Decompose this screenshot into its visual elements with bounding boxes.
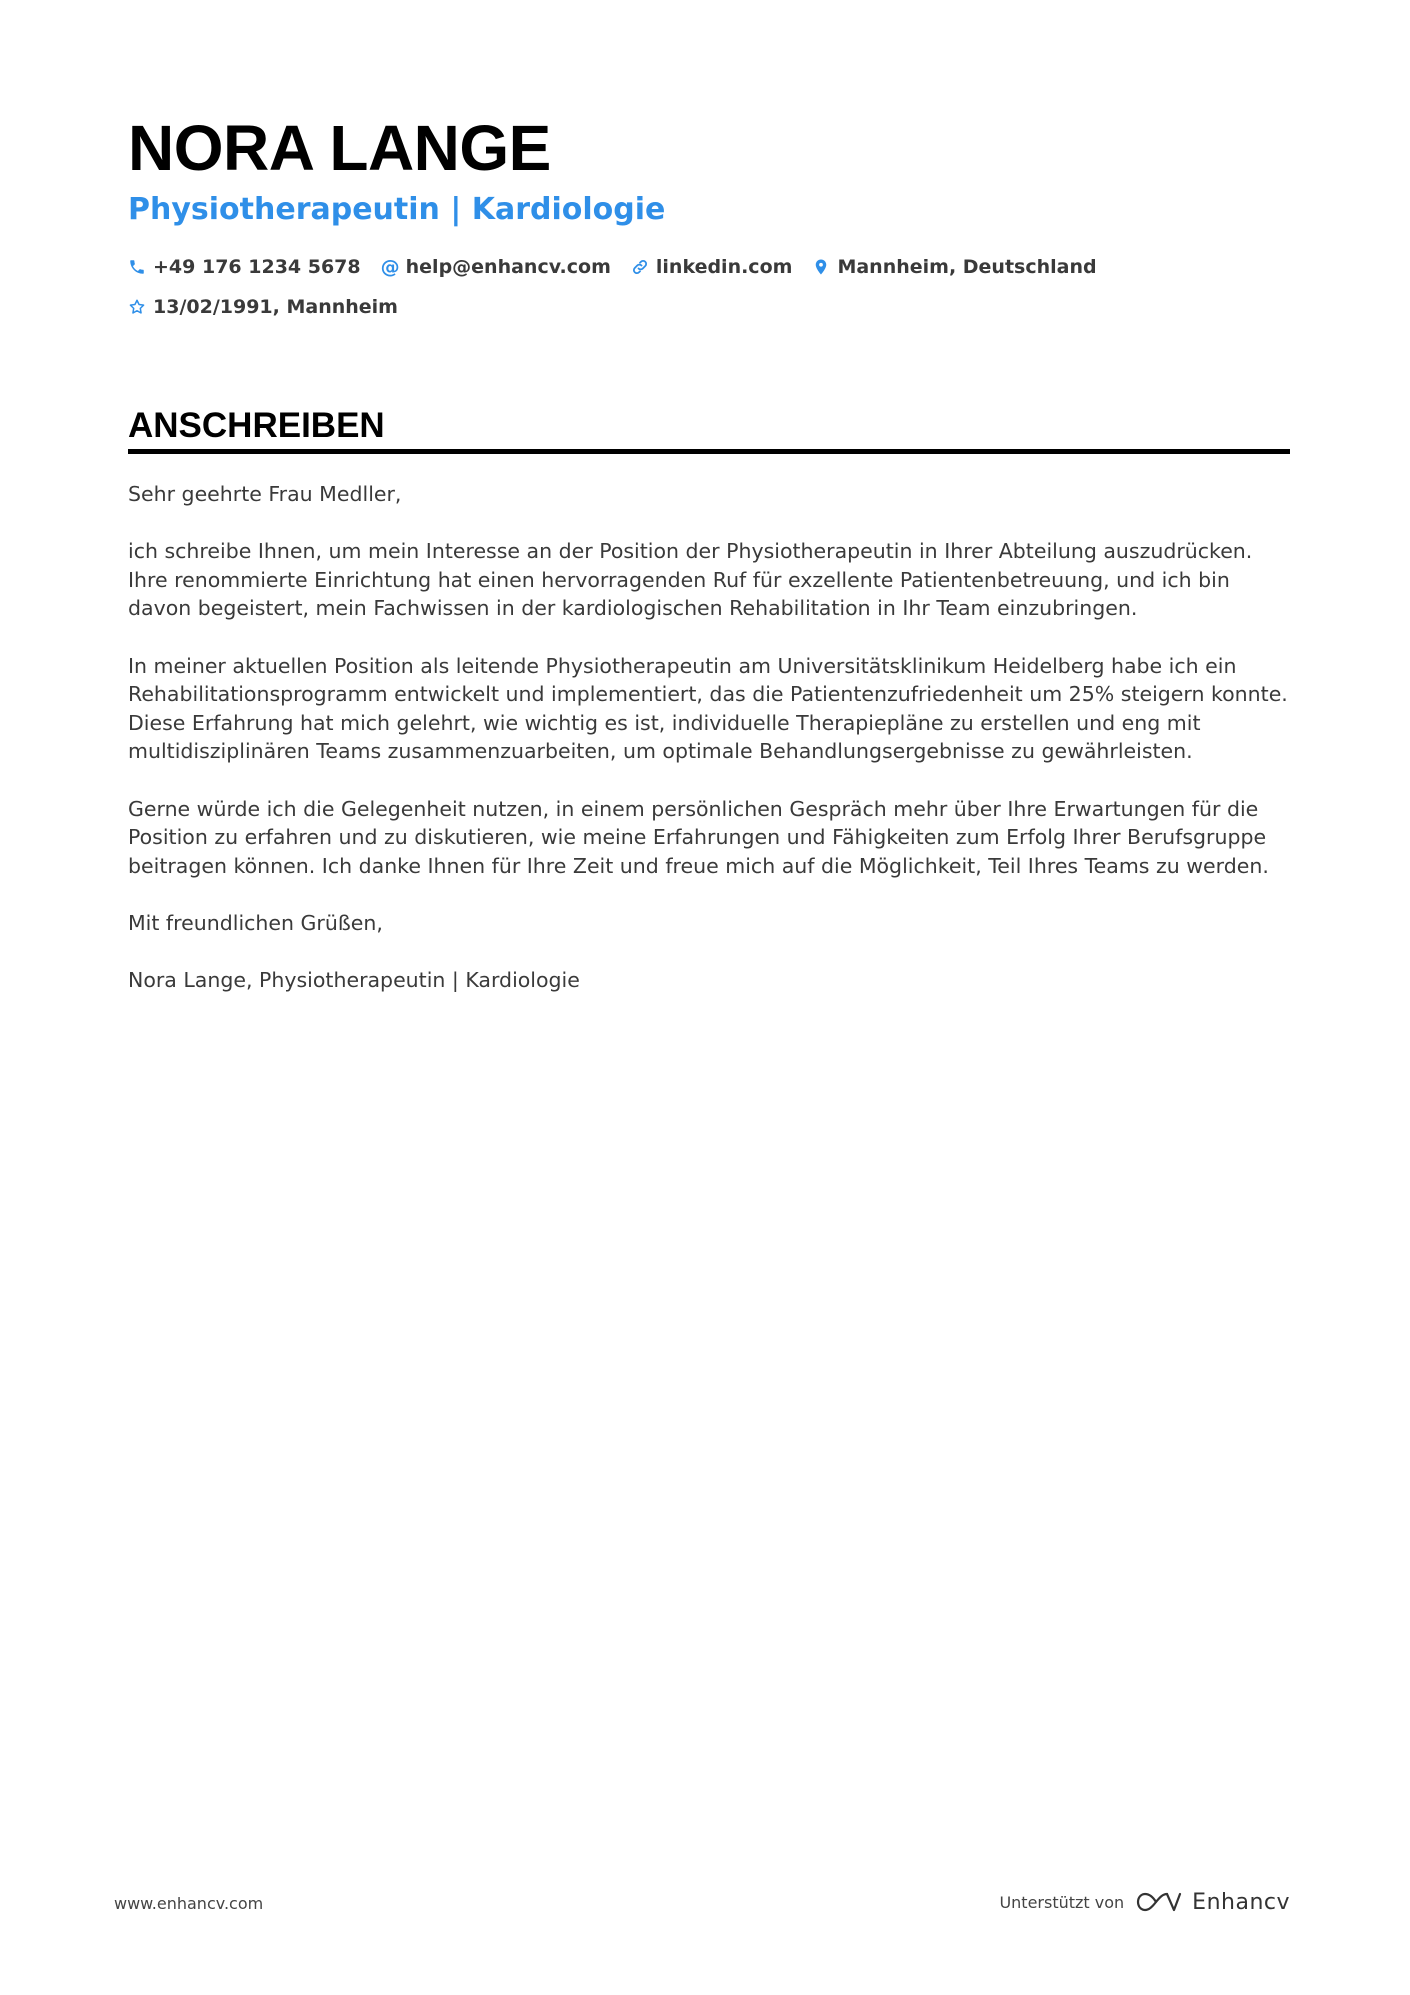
letter-body: [128, 480, 1290, 1023]
at-icon: @: [380, 256, 400, 278]
contact-linkedin[interactable]: [631, 256, 793, 278]
letter-paragraph: In meiner aktuellen Position als leitende Physiotherapeutin am Universitätsklinikum Heidelberg habe ich ein Rehabilitationsprogramm entwickelt und implementiert, das die Patientenzufriedenheit um 25% steigern konnte. Diese Erfahrung hat mich gelehrt, wie wichtig es ist, individuelle Therapiepläne zu erstellen und eng mit multidisziplinären Teams zusammenzuarbeiten, um optimale Behandlungsergebnisse zu gewährleisten.: [128, 653, 1288, 764]
star-icon: [128, 298, 146, 316]
contact-row-primary: [128, 254, 1117, 280]
contact-location: [812, 256, 1096, 278]
section-divider: [128, 449, 1290, 454]
contact-phone-text: +49 176 1234 5678: [153, 256, 361, 278]
letter-salutation: Sehr geehrte Frau Medller,: [128, 482, 402, 506]
enhancv-brand-name: Enhancv: [1192, 1889, 1290, 1915]
enhancv-logo-icon: [1136, 1889, 1182, 1915]
section-title: ANSCHREIBEN: [128, 406, 385, 445]
contact-birth: [128, 296, 398, 318]
footer-brand[interactable]: [999, 1889, 1290, 1915]
contact-location-text: Mannheim, Deutschland: [837, 256, 1097, 278]
candidate-name: NORA LANGE: [128, 112, 551, 184]
letter-signature: Nora Lange, Physiotherapeutin | Kardiologie: [128, 968, 580, 993]
phone-icon: [128, 258, 146, 276]
map-pin-icon: [812, 258, 830, 276]
letter-paragraph: Gerne würde ich die Gelegenheit nutzen, in einem persönlichen Gespräch mehr über Ihre Erwartungen für die Position zu erfahren und zu diskutieren, wie meine Erfahrungen und Fähigkeiten zum Erfolg Ihrer Berufsgruppe beitragen können. Ich danke Ihnen für Ihre Zeit und freue mich auf die Möglichkeit, Teil Ihres Teams zu werden.: [128, 796, 1269, 878]
footer-url[interactable]: www.enhancv.com: [114, 1894, 264, 1913]
contact-birth-text: 13/02/1991, Mannheim: [153, 296, 398, 318]
contact-row-secondary: [128, 294, 418, 320]
contact-linkedin-text: linkedin.com: [655, 256, 793, 278]
candidate-title: Physiotherapeutin | Kardiologie: [128, 192, 666, 227]
contact-email[interactable]: [381, 256, 611, 278]
link-icon: [631, 258, 649, 276]
letter-paragraph: ich schreibe Ihnen, um mein Interesse an der Position der Physiotherapeutin in Ihrer Abteilung auszudrücken. Ihre renommierte Einrichtung hat einen hervorragenden Ruf für exzellente Patientenbetreuung, und ich bin davon begeistert, mein Fachwissen in der kardiologischen Rehabilitation in Ihr Team einzubringen.: [128, 539, 1253, 621]
contact-phone[interactable]: [128, 256, 361, 278]
letter-closing: Mit freundlichen Grüßen,: [128, 910, 383, 935]
contact-email-text: help@enhancv.com: [405, 256, 611, 278]
powered-by-label: Unterstützt von: [999, 1892, 1125, 1912]
